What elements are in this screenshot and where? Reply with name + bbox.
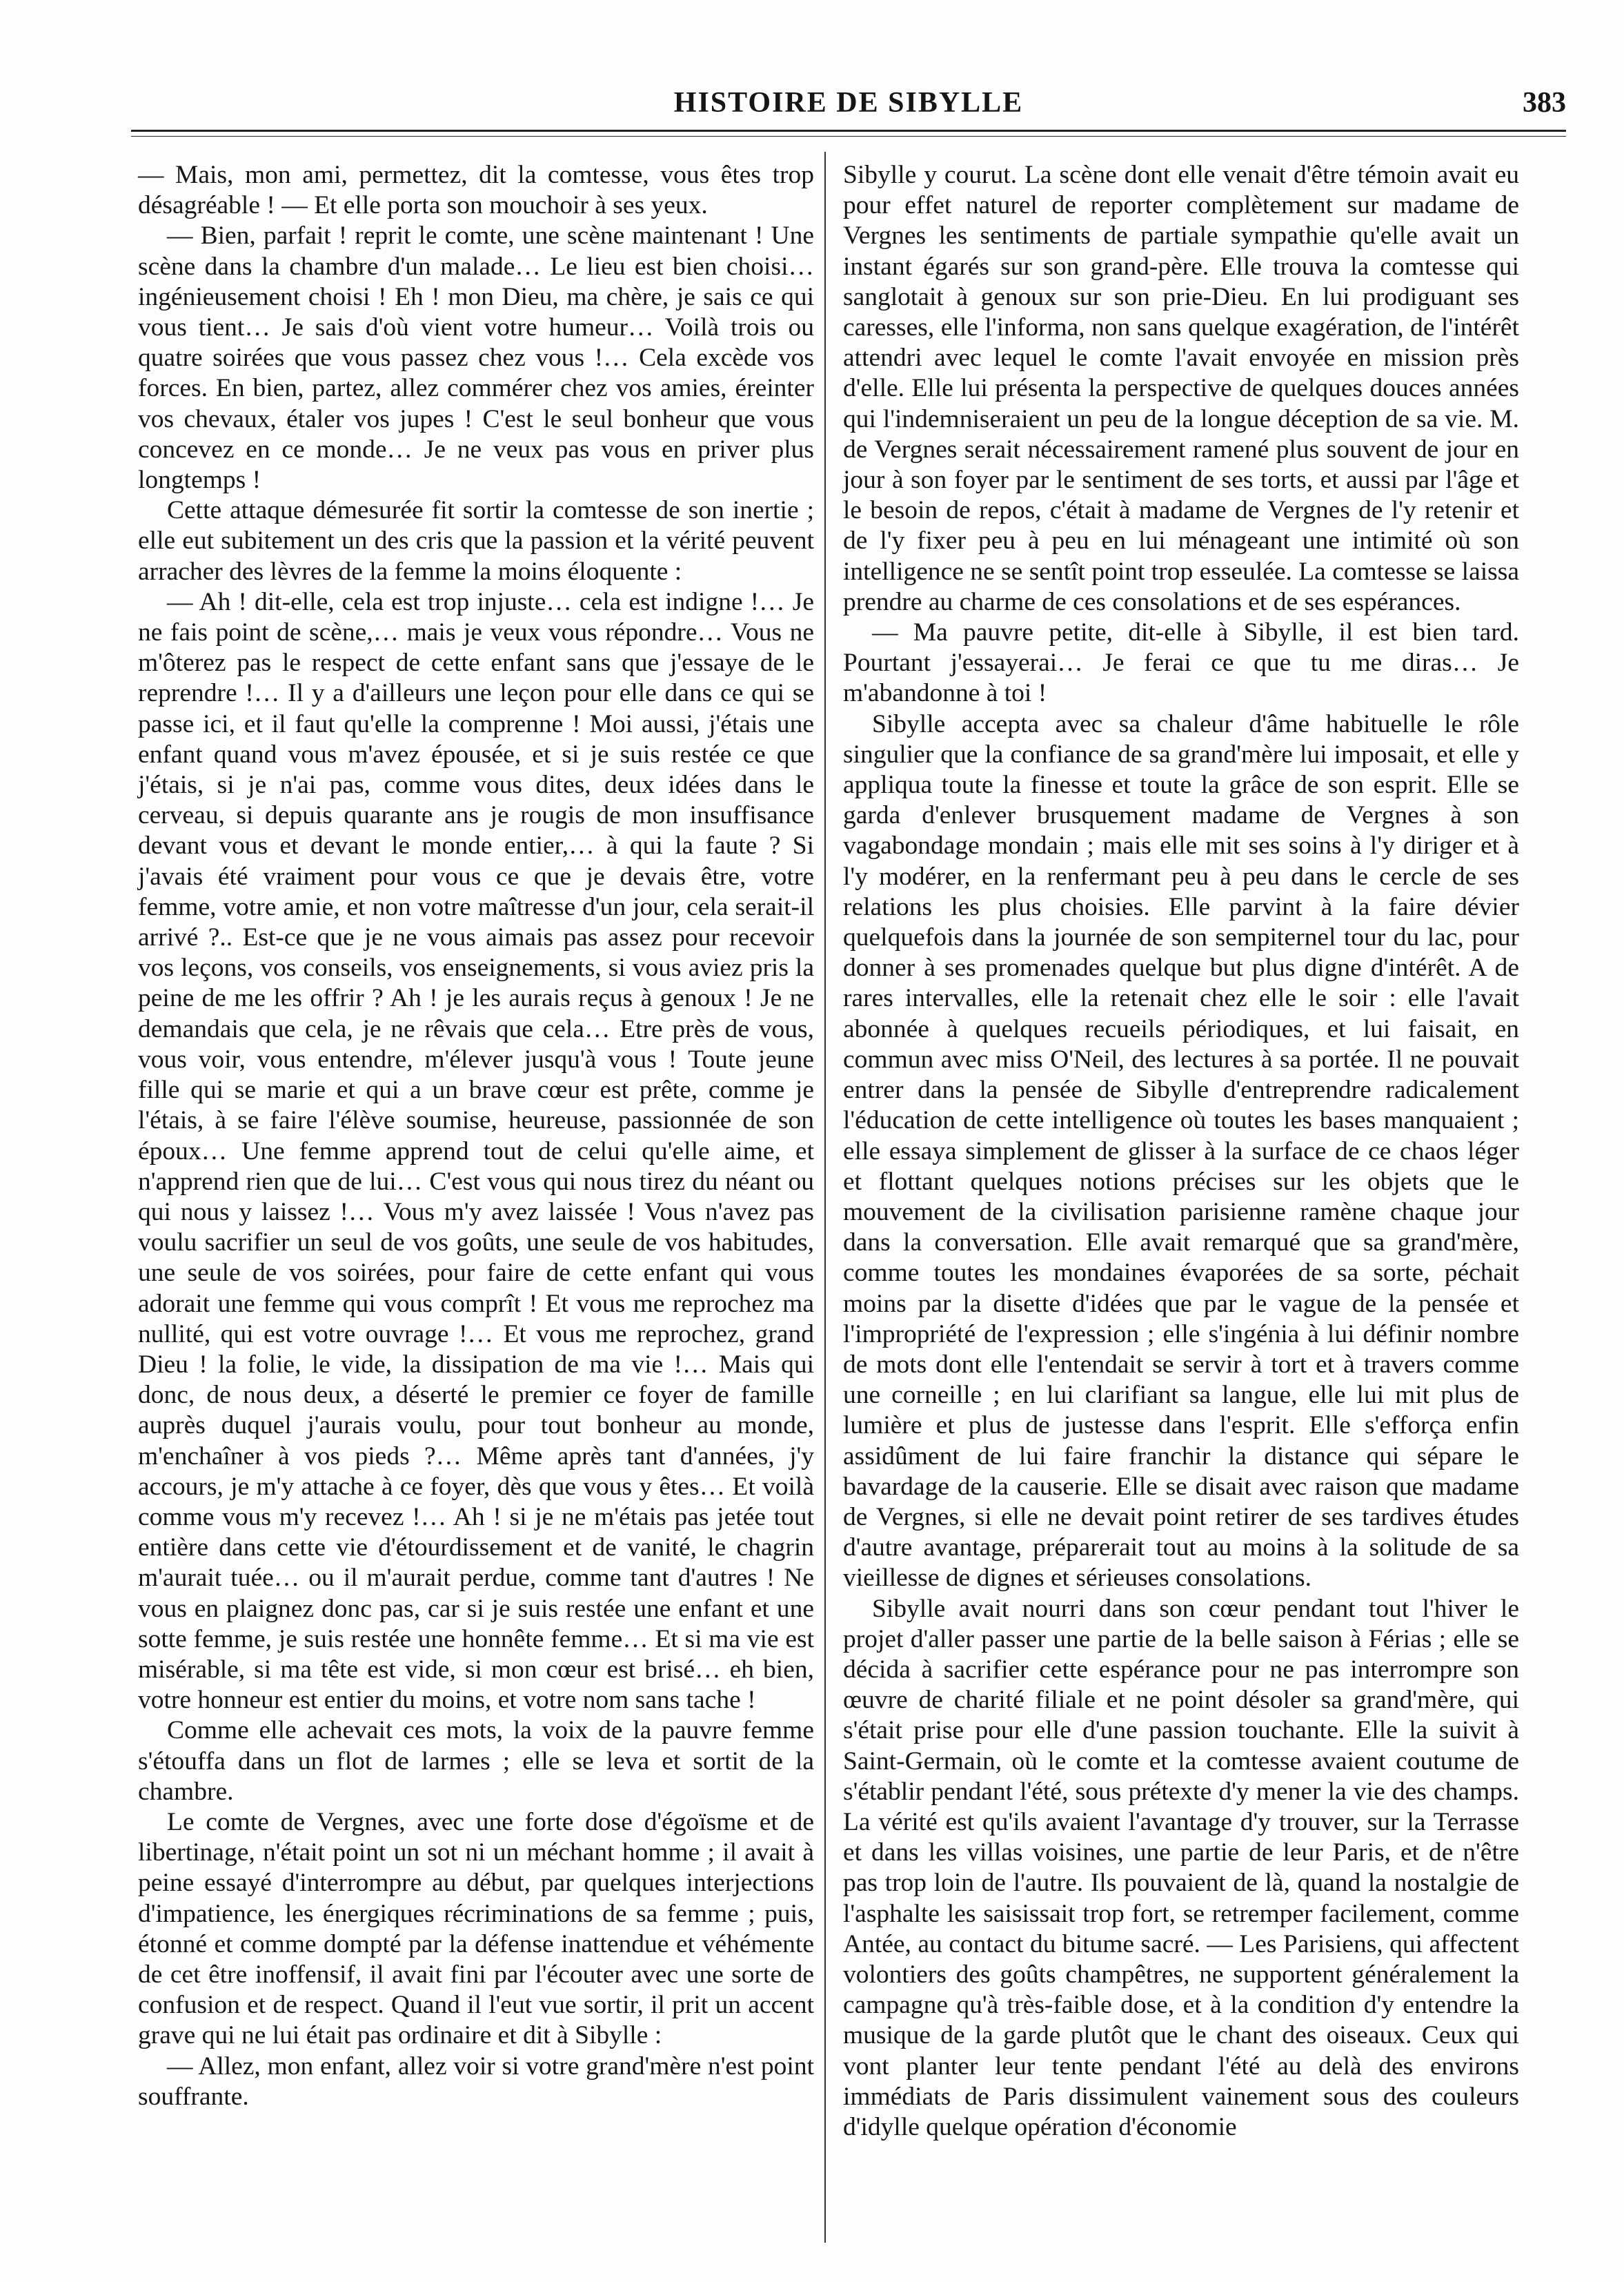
left-column	[138, 160, 814, 2244]
paragraph: Cette attaque démesurée fit sortir la comtesse de son inertie ; elle eut subitement un des cris que la passion et la vérité peuvent arracher des lèvres de la femme la moins éloquente :	[138, 496, 814, 586]
header-rule-thin	[131, 136, 1566, 137]
paragraph: — Ah ! dit-elle, cela est trop injuste… cela est indigne !… Je ne fais point de scène,… mais je veux vous répondre… Vous ne m'ôterez pas le respect de cette enfant sans que j'essaye de le reprendre !… Il y a d'ailleurs une leçon pour elle dans ce qui se passe ici, et il faut qu'elle la comprenne ! Moi aussi, j'étais une enfant quand vous m'avez épousée, et si je suis restée ce que j'étais, si je n'ai pas, comme vous dites, deux idées dans le cerveau, si depuis quarante ans je rougis de mon insuffisance devant vous et devant le monde entier,… à qui la faute ? Si j'avais été vraiment pour vous ce que je devais être, votre femme, votre amie, et non votre maîtresse d'un jour, cela serait-il arrivé ?.. Est-ce que je ne vous aimais pas assez pour recevoir vos leçons, vos conseils, vos enseignements, si vous aviez pris la peine de me les offrir ? Ah ! je les aurais reçus à genoux ! Je ne demandais que cela, je ne rêvais que cela… Etre près de vous, vous voir, vous entendre, m'élever jusqu'à vous ! Toute jeune fille qui se marie et qui a un brave cœur est prête, comme je l'étais, à se faire l'élève soumise, heureuse, passionnée de son époux… Une femme apprend tout de celui qu'elle aime, et n'apprend rien que de lui… C'est vous qui nous tirez du néant ou qui nous y laissez !… Vous m'y avez laissée ! Vous n'avez pas voulu sacrifier un seul de vos goûts, une seule de vos habitudes, une seule de vos soirées, pour faire de cette enfant qui vous adorait une femme qui vous comprît ! Et vous me reprochez ma nullité, qui est votre ouvrage !… Et vous me reprochez, grand Dieu ! la folie, le vide, la dissipation de ma vie !… Mais qui donc, de nous deux, a déserté le premier ce foyer de famille auprès duquel j'aurais voulu, pour tout bonheur au monde, m'enchaîner à vos pieds ?… Même après tant d'années, j'y accours, je m'y attache à ce foyer, dès que vous y êtes… Et voilà comme vous m'y recevez !… Ah ! si je ne m'étais pas jetée tout entière dans cette vie d'étourdissement et de vanité, le chagrin m'aurait tuée… ou il m'aurait perdue, comme tant d'autres ! Ne vous en plaignez donc pas, car si je suis restée une enfant et une sotte femme, je suis restée une honnête femme… Et si ma vie est misérable, si ma tête est vide, si mon cœur est brisé… eh bien, votre honneur est entier du moins, et votre nom sans tache !	[138, 587, 814, 1715]
header-rule-thick	[131, 130, 1566, 132]
running-title: HISTOIRE DE SIBYLLE	[673, 87, 1024, 119]
paragraph: — Ma pauvre petite, dit-elle à Sibylle, il est bien tard. Pourtant j'essayerai… Je ferai ce que tu me diras… Je m'abandonne à toi !	[843, 618, 1519, 708]
paragraph: — Bien, parfait ! reprit le comte, une scène maintenant ! Une scène dans la chambre d'un malade… Le lieu est bien choisi… ingénieusement choisi ! Eh ! mon Dieu, ma chère, je sais ce qui vous tient… Je sais d'où vient votre humeur… Voilà trois ou quatre soirées que vous passez chez vous !… Cela excède vos forces. En bien, partez, allez commérer chez vos amies, éreinter vos chevaux, étaler vos jupes ! C'est le seul bonheur que vous concevez en ce monde… Je ne veux pas vous en priver plus longtemps !	[138, 222, 814, 495]
paragraph: Le comte de Vergnes, avec une forte dose d'égoïsme et de libertinage, n'était point un sot ni un méchant homme ; il avait à peine essayé d'interrompre au début, par quelques interjections d'impatience, les énergiques récriminations de sa femme ; puis, étonné et comme dompté par la défense inattendue et véhémente de cet être inoffensif, il avait fini par l'écouter avec une sorte de confusion et de respect. Quand il l'eut vue sortir, il prit un accent grave qui ne lui était pas ordinaire et dit à Sibylle :	[138, 1807, 814, 2050]
paragraph: Sibylle accepta avec sa chaleur d'âme habituelle le rôle singulier que la confiance de sa grand'mère lui imposait, et elle y appliqua toute la finesse et toute la grâce de son esprit. Elle se garda d'enlever brusquement madame de Vergnes à son vagabondage mondain ; mais elle mit ses soins à l'y diriger et à l'y modérer, en la renfermant peu à peu dans le cercle de ses relations les plus choisies. Elle parvint à la faire dévier quelquefois dans la journée de son sempiternel tour du lac, pour donner à ses promenades quelque but plus digne d'intérêt. A de rares intervalles, elle la retenait chez elle le soir : elle l'avait abonnée à quelques recueils périodiques, et lui faisait, en commun avec miss O'Neil, des lectures à sa portée. Il ne pouvait entrer dans la pensée de Sibylle d'entreprendre radicalement l'éducation de cette intelligence où toutes les bases manquaient ; elle essaya simplement de glisser à la surface de ce chaos léger et flottant quelques notions précises sur les objets que le mouvement de la civilisation parisienne ramène chaque jour dans la conversation. Elle avait remarqué que sa grand'mère, comme toutes les mondaines évaporées de sa sorte, péchait moins par la disette d'idées que par le vague de la pensée et l'impropriété de l'expression ; elle s'ingénia à lui définir nombre de mots dont elle l'entendait se servir à tort et à travers comme une corneille ; en lui clarifiant sa langue, elle lui mit plus de lumière et plus de justesse dans l'esprit. Elle s'efforça enfin assidûment de lui faire franchir la distance qui sépare le bavardage de la causerie. Elle se disait avec raison que madame de Vergnes, si elle ne devait point retirer de ses tardives études d'autre avantage, préparerait tout au moins à la solitude de sa vieillesse de dignes et sérieuses consolations.	[843, 709, 1519, 1593]
page-header	[131, 79, 1566, 135]
paragraph: Sibylle y courut. La scène dont elle venait d'être témoin avait eu pour effet naturel de reporter complètement sur madame de Vergnes les sentiments de partiale sympathie qu'elle avait un instant égarés sur son grand-père. Elle trouva la comtesse qui sanglotait à genoux sur son prie-Dieu. En lui prodiguant ses caresses, elle l'informa, non sans quelque exagération, de l'intérêt attendri avec lequel le comte l'avait envoyée en mission près d'elle. Elle lui présenta la perspective de quelques douces années qui l'indemniseraient un peu de la longue déception de sa vie. M. de Vergnes serait nécessairement ramené plus souvent de jour en jour à son foyer par le sentiment de ses torts, et aussi par l'âge et le besoin de repos, c'était à madame de Vergnes de l'y retenir et de l'y fixer peu à peu en lui ménageant une intimité où son intelligence ne se sentît point trop esseulée. La comtesse se laissa prendre au charme de ces consolations et de ses espérances.	[843, 161, 1519, 616]
page-number: 383	[1523, 87, 1566, 119]
paragraph: Sibylle avait nourri dans son cœur pendant tout l'hiver le projet d'aller passer une partie de la belle saison à Férias ; elle se décida à sacrifier cette espérance pour ne pas interrompre son œuvre de charité filiale et ne point désoler sa grand'mère, qui s'était prise pour elle d'une passion touchante. Elle la suivit à Saint-Germain, où le comte et la comtesse avaient coutume de s'établir pendant l'été, sous prétexte d'y mener la vie des champs. La vérité est qu'ils avaient l'avantage d'y trouver, sur la Terrasse et dans les villas voisines, une partie de leur Paris, et de n'être pas trop loin de l'autre. Ils pouvaient de là, quand la nostalgie de l'asphalte les saisissait trop fort, se retremper facilement, comme Antée, au contact du bitume sacré. — Les Parisiens, qui affectent volontiers des goûts champêtres, ne supportent généralement la campagne qu'à très-faible dose, et à la condition d'y entendre la musique de la garde plutôt que le chant des oiseaux. Ceux qui vont planter leur tente pendant l'été au delà des environs immédiats de Paris dissimulent vainement sous des couleurs d'idylle quelque opération d'économie	[843, 1594, 1519, 2141]
paragraph: — Allez, mon enfant, allez voir si votre grand'mère n'est point souffrante.	[138, 2052, 814, 2111]
column-divider	[824, 152, 826, 2243]
paragraph: — Mais, mon ami, permettez, dit la comtesse, vous êtes trop désagréable ! — Et elle porta son mouchoir à ses yeux.	[138, 161, 814, 220]
paragraph: Comme elle achevait ces mots, la voix de la pauvre femme s'étouffa dans un flot de larmes ; elle se leva et sortit de la chambre.	[138, 1716, 814, 1806]
right-column	[843, 160, 1519, 2244]
